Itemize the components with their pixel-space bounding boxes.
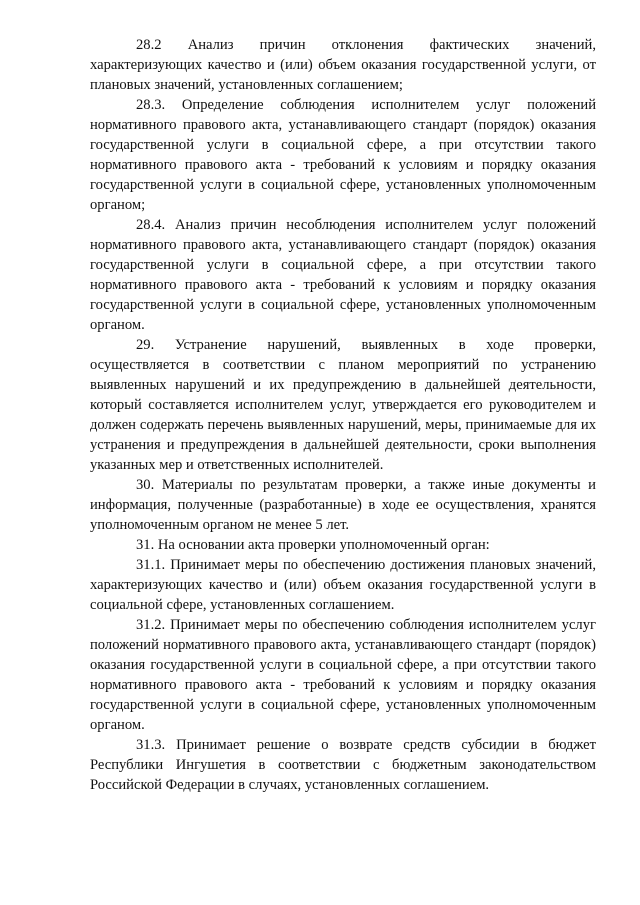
paragraph-28-3: 28.3. Определение соблюдения исполнителем услуг положений нормативного правового акта, устанавливающего стандарт (порядок) оказания государственной услуги в социальной сфере, а при отсутствии такого нормативного правового акта - требований к условиям и порядку оказания государственной услуги в социальной сфере, установленных уполномоченным органом; [90, 97, 596, 213]
paragraph-31: 31. На основании акта проверки уполномоченный орган: [136, 537, 490, 553]
paragraph-28-4: 28.4. Анализ причин несоблюдения исполнителем услуг положений нормативного правового акта, устанавливающего стандарт (порядок) оказания государственной услуги в социальной сфере, а при отсутствии такого нормативного правового акта - требований к условиям и порядку оказания государственной услуги в социальной сфере, установленных уполномоченным органом. [90, 217, 596, 333]
paragraph-31-1: 31.1. Принимает меры по обеспечению достижения плановых значений, характеризующих качество и (или) объем оказания государственной услуги в социальной сфере, установленных соглашением. [90, 557, 596, 613]
paragraph-31-2: 31.2. Принимает меры по обеспечению соблюдения исполнителем услуг положений нормативного правового акта, устанавливающего стандарт (порядок) оказания государственной услуги в социальной сфере, а при отсутствии такого нормативного правового акта - требований к условиям и порядку оказания государственной услуги в социальной сфере, установленных уполномоченным органом. [90, 617, 596, 733]
paragraph-30: 30. Материалы по результатам проверки, а также иные документы и информация, полученные (разработанные) в ходе ее осуществления, хранятся уполномоченным органом не менее 5 лет. [90, 477, 596, 533]
paragraph-29: 29. Устранение нарушений, выявленных в ходе проверки, осуществляется в соответствии с планом мероприятий по устранению выявленных нарушений и их предупреждению в дальнейшей деятельности, который составляется исполнителем услуг, утверждается его руководителем и должен содержать перечень выявленных нарушений, меры, принимаемые для их устранения и предупреждения в дальнейшей деятельности, сроки выполнения указанных мер и ответственных исполнителей. [90, 337, 596, 473]
paragraph-28-2: 28.2 Анализ причин отклонения фактических значений, характеризующих качество и (или) объем оказания государственной услуги, от плановых значений, установленных соглашением; [90, 37, 596, 93]
paragraph-31-3: 31.3. Принимает решение о возврате средств субсидии в бюджет Республики Ингушетия в соответствии с бюджетным законодательством Российской Федерации в случаях, установленных соглашением. [90, 737, 596, 793]
